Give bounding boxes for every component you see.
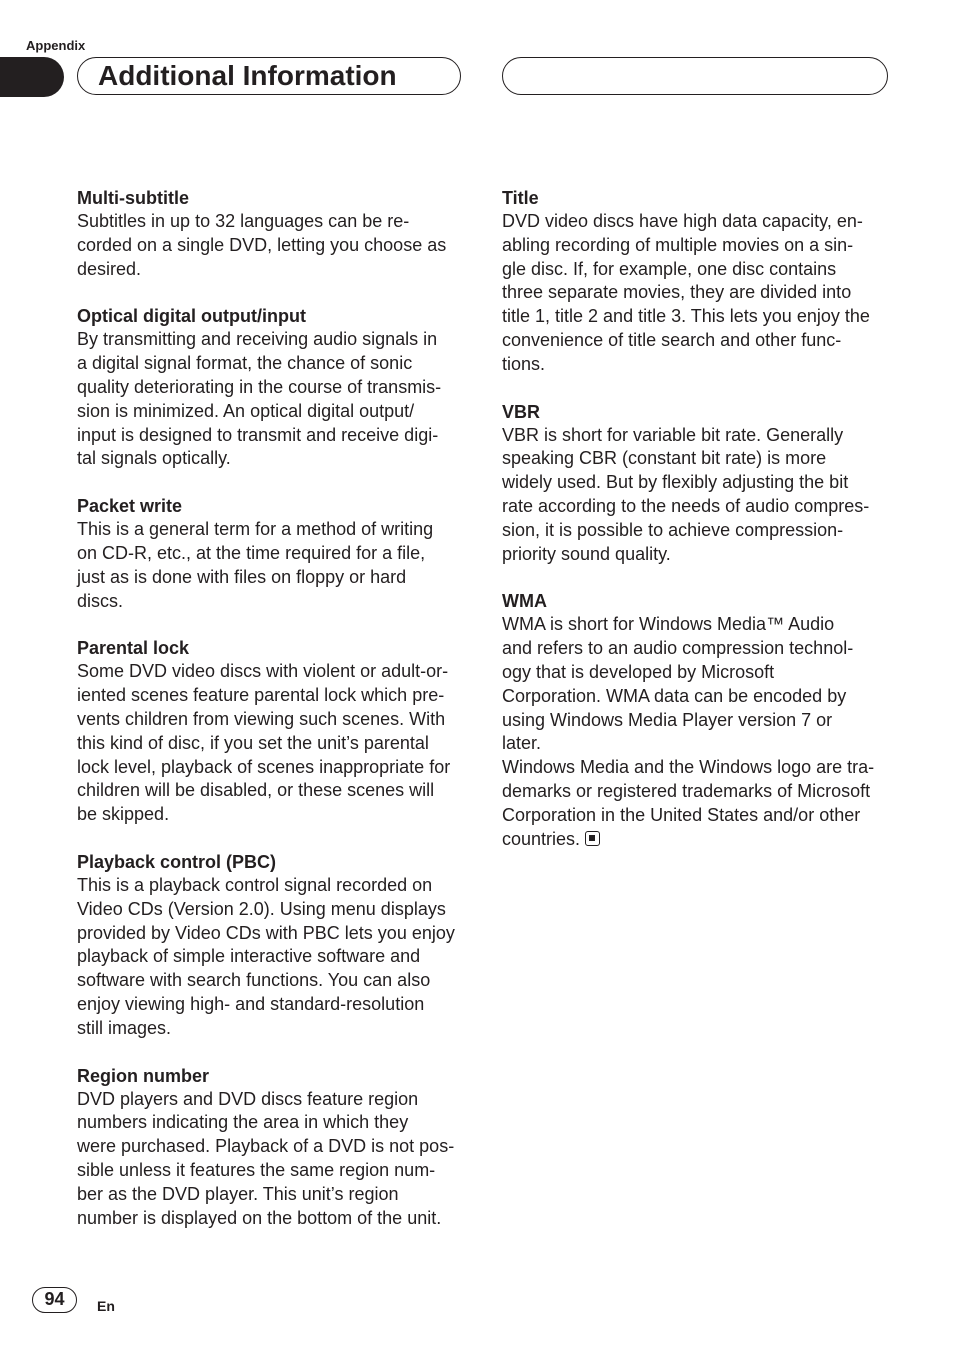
glossary-description: This is a playback control signal recorded on Video CDs (Version 2.0). Using menu displays provided by Video CDs with PBC lets you enjoy playback of simple interactive software and software with search functions. You can also enjoy viewing high- and standard-resolution still images. <box>77 874 455 1038</box>
glossary-term: WMA <box>502 591 547 612</box>
glossary-term: Title <box>502 188 539 208</box>
glossary-description-wma <box>502 613 894 851</box>
glossary-entry <box>77 850 469 1041</box>
section-tab-marker <box>0 57 64 97</box>
left-column <box>77 186 469 1253</box>
glossary-entry <box>77 636 469 827</box>
right-column <box>502 186 894 874</box>
language-label: En <box>97 1298 115 1314</box>
glossary-entry <box>77 1064 469 1231</box>
end-of-section-icon <box>585 831 600 846</box>
glossary-description: DVD players and DVD discs feature region numbers indicating the area in which they were purchased. Playback of a DVD is not pos- sible unless it features the same region num- ber as the DVD player. This unit’s region number is displayed on the bottom of the unit. <box>77 1088 455 1228</box>
page-title-box <box>77 57 461 95</box>
empty-header-box <box>502 57 888 95</box>
glossary-entry <box>502 186 894 377</box>
section-label: Appendix <box>26 38 86 53</box>
glossary-entry <box>502 589 894 851</box>
glossary-entry <box>502 400 894 567</box>
glossary-term: Packet write <box>77 496 183 517</box>
glossary-entry <box>77 494 469 613</box>
glossary-description: Some DVD video discs with violent or adult-or- iented scenes feature parental lock which pre- vents children from viewing such scenes. With this kind of disc, if you set the unit’s parental lock level, playback of scenes inappropriate for children will be disabled, or these scenes will be skipped. <box>77 661 451 825</box>
glossary-description: WMA is short for Windows Media™ Audio and refers to an audio compression technol- ogy that is developed by Microsoft Corporation. WMA data can be encoded by using Windows Media Player version 7 or later. Windows Media and the Windows logo are tra- demarks or registered trademarks of Microsoft Corporation in the United States and/or other countries. <box>502 614 875 849</box>
glossary-term: Optical digital output/input <box>77 306 306 327</box>
glossary-description: By transmitting and receiving audio signals in a digital signal format, the chance of sonic quality deteriorating in the course of transmis- sion is minimized. An optical digital output/ input is designed to transmit and receive digi- tal signals optically. <box>77 329 442 469</box>
glossary-term: Multi-subtitle <box>77 188 189 208</box>
glossary-entry <box>77 304 469 471</box>
glossary-description: Subtitles in up to 32 languages can be re- corded on a single DVD, letting you choose as desired. <box>77 211 447 279</box>
page-title: Additional Information <box>98 60 397 91</box>
glossary-term: Region number <box>77 1065 210 1086</box>
glossary-description: This is a general term for a method of writing on CD-R, etc., at the time required for a file, just as is done with files on floppy or hard discs. <box>77 519 434 611</box>
glossary-description: DVD video discs have high data capacity, en- abling recording of multiple movies on a sin- gle disc. If, for example, one disc contains three separate movies, they are divided into title 1, title 2 and title 3. This lets you enjoy the convenience of title search and other func- tions. <box>502 211 870 374</box>
glossary-term: VBR <box>502 401 541 422</box>
glossary-description: VBR is short for variable bit rate. Generally speaking CBR (constant bit rate) is more widely used. But by flexibly adjusting the bit rate according to the needs of audio compres- sion, it is possible to achieve compression- priority sound quality. <box>502 424 870 564</box>
page-number: 94 <box>32 1287 77 1313</box>
glossary-term: Parental lock <box>77 638 190 659</box>
glossary-entry <box>77 186 469 281</box>
glossary-term: Playback control (PBC) <box>77 851 277 872</box>
